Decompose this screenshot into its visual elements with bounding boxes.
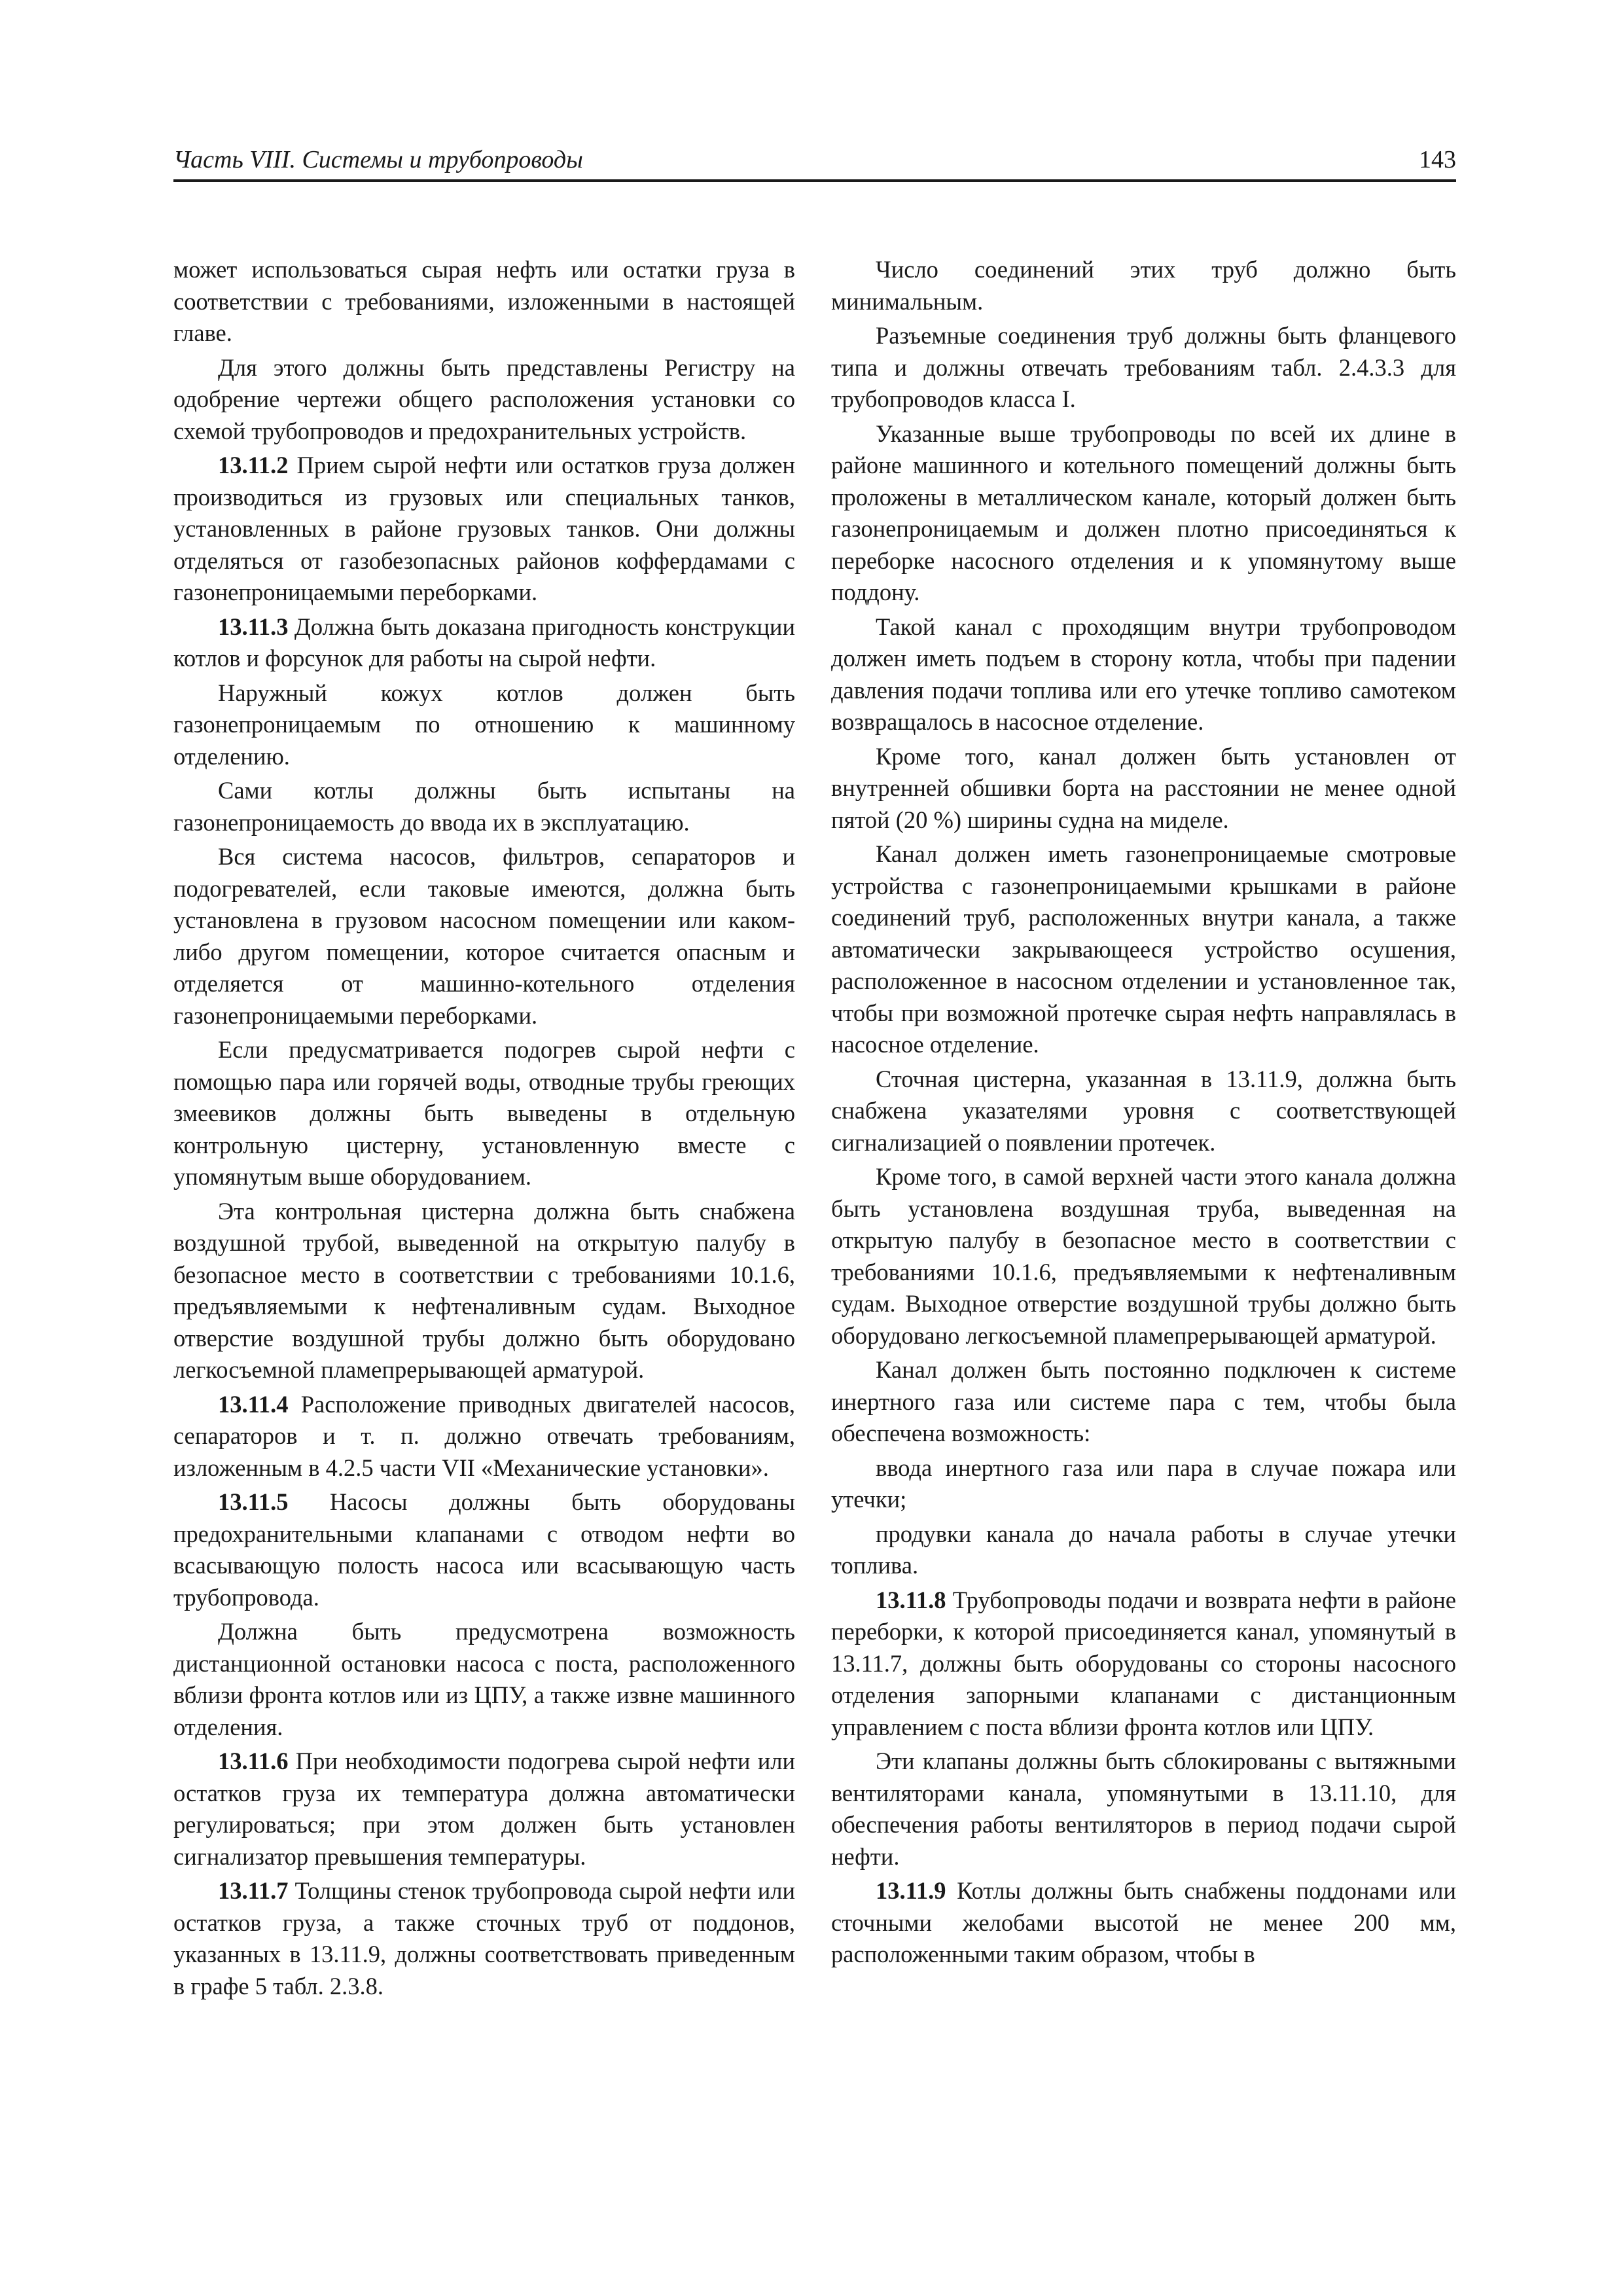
paragraph [831, 838, 1456, 1061]
paragraph [831, 1875, 1456, 1971]
paragraph-text: Такой канал с проходящим внутри трубопроводом должен иметь подъем в сторону котла, чтобы при падении давления подачи топлива или его утечке топливо самотеком возвращалось в насосное отделение. [831, 613, 1456, 735]
paragraph-text: ввода инертного газа или пара в случае пожара или утечки; [831, 1454, 1456, 1513]
paragraph [831, 741, 1456, 836]
paragraph [173, 1034, 795, 1193]
paragraph [173, 1389, 795, 1484]
paragraph-text: Расположение приводных двигателей насосов, сепараторов и т. п. должно отвечать требованиям, изложенным в 4.2.5 части VII «Механические установки». [173, 1390, 795, 1481]
paragraph-text: продувки канала до начала работы в случае утечки топлива. [831, 1520, 1456, 1579]
paragraph [831, 1354, 1456, 1450]
section-number: 13.11.4 [218, 1390, 289, 1418]
paragraph-text: Насосы должны быть оборудованы предохранительными клапанами с отводом нефти во всасывающую полость насоса или всасывающую часть трубопровода. [173, 1488, 795, 1611]
page-header [173, 139, 1456, 182]
paragraph [173, 450, 795, 609]
paragraph [831, 418, 1456, 609]
paragraph [173, 611, 795, 675]
paragraph-text: Эта контрольная цистерна должна быть снабжена воздушной трубой, выведенной на открытую палубу в безопасное место в соответствии с требованиями 10.1.6, предъявляемыми к нефтеналивным судам. Выходное отверстие воздушной трубы должно быть оборудовано легкосъемной пламепрерывающей арматурой. [173, 1197, 795, 1383]
section-number: 13.11.2 [218, 452, 289, 478]
paragraph [173, 254, 795, 350]
section-number: 13.11.8 [876, 1586, 946, 1613]
left-column [173, 254, 795, 2005]
paragraph-text: Прием сырой нефти или остатков груза должен производиться из грузовых или специальных танков, установленных в районе грузовых танков. Они должны отделяться от газобезопасных районов коффердамами с газонепроницаемыми переборками. [173, 452, 795, 605]
paragraph-text: Трубопроводы подачи и возврата нефти в районе переборки, к которой присоединяется канал, упомянутый в 13.11.7, должны быть оборудованы со стороны насосного отделения запорными клапанами с дистанционным управлением с поста вблизи фронта котлов или ЦПУ. [831, 1586, 1456, 1740]
paragraph [831, 1452, 1456, 1516]
paragraph [173, 841, 795, 1031]
paragraph-text: Должна быть доказана пригодность конструкции котлов и форсунок для работы на сырой нефти. [173, 613, 795, 672]
paragraph [173, 1616, 795, 1743]
paragraph [831, 320, 1456, 416]
paragraph-text: Указанные выше трубопроводы по всей их длине в районе машинного и котельного помещений должны быть проложены в металлическом канале, который должен быть газонепроницаемым и должен плотно присоединяться к переборке насосного отделения и к упомянутому выше поддону. [831, 420, 1456, 605]
paragraph-text: Вся система насосов, фильтров, сепараторов и подогревателей, если таковые имеются, должна быть установлена в грузовом насосном помещении или каком-либо другом помещении, которое считается опасным и отделяется от машинно-котельного отделения газонепроницаемыми переборками. [173, 843, 795, 1029]
section-number: 13.11.9 [876, 1877, 946, 1904]
paragraph [831, 254, 1456, 317]
page-number: 143 [1419, 146, 1456, 173]
paragraph [831, 1746, 1456, 1873]
paragraph-text: Наружный кожух котлов должен быть газонепроницаемым по отношению к машинному отделению. [173, 679, 795, 770]
paragraph-text: Кроме того, в самой верхней части этого канала должна быть установлена воздушная труба, выведенная на открытую палубу в безопасное место в соответствии с требованиями 10.1.6, предъявляемыми к нефтеналивным судам. Выходное отверстие воздушной трубы должно быть оборудовано легкосъемной пламепрерывающей арматурой. [831, 1163, 1456, 1349]
paragraph [173, 352, 795, 448]
section-number: 13.11.6 [218, 1748, 289, 1774]
paragraph [173, 1486, 795, 1613]
paragraph [173, 1875, 795, 2002]
paragraph-text: Сами котлы должны быть испытаны на газонепроницаемость до ввода их в эксплуатацию. [173, 777, 795, 836]
paragraph-text: Разъемные соединения труб должны быть фланцевого типа и должны отвечать требованиям табл. 2.4.3.3 для трубопроводов класса I. [831, 322, 1456, 412]
running-title: Часть VIII. Системы и трубопроводы [173, 146, 583, 173]
paragraph-text: Эти клапаны должны быть сблокированы с вытяжными вентиляторами канала, упомянутыми в 13.11.10, для обеспечения работы вентиляторов в период подачи сырой нефти. [831, 1748, 1456, 1870]
paragraph [831, 611, 1456, 738]
paragraph-text: Толщины стенок трубопровода сырой нефти или остатков груза, а также сточных труб от поддонов, указанных в 13.11.9, должны соответствовать приведенным в графе 5 табл. 2.3.8. [173, 1877, 795, 2000]
paragraph-text: Число соединений этих труб должно быть минимальным. [831, 256, 1456, 315]
paragraph-text: Кроме того, канал должен быть установлен от внутренней обшивки борта на расстоянии не менее одной пятой (20 %) ширины судна на миделе. [831, 742, 1456, 833]
paragraph-text: При необходимости подогрева сырой нефти или остатков груза их температура должна автоматически регулироваться; при этом должен быть установлен сигнализатор превышения температуры. [173, 1748, 795, 1870]
paragraph [173, 1196, 795, 1386]
paragraph-text: Сточная цистерна, указанная в 13.11.9, должна быть снабжена указателями уровня с соответствующей сигнализацией о появлении протечек. [831, 1065, 1456, 1156]
right-column [831, 254, 1456, 1973]
paragraph [173, 775, 795, 838]
paragraph-text: может использоваться сырая нефть или остатки груза в соответствии с требованиями, изложенными в настоящей главе. [173, 256, 795, 346]
paragraph [831, 1161, 1456, 1352]
paragraph [831, 1064, 1456, 1159]
paragraph-text: Котлы должны быть снабжены поддонами или сточными желобами высотой не менее 200 мм, расположенными таким образом, чтобы в [831, 1877, 1456, 1967]
paragraph-text: Для этого должны быть представлены Регистру на одобрение чертежи общего расположения установки со схемой трубопроводов и предохранительных устройств. [173, 353, 795, 444]
paragraph-text: Канал должен быть постоянно подключен к системе инертного газа или системе пара с тем, чтобы была обеспечена возможность: [831, 1356, 1456, 1446]
paragraph-text: Канал должен иметь газонепроницаемые смотровые устройства с газонепроницаемыми крышками в районе соединений труб, расположенных внутри канала, а также автоматически закрывающееся устройство осушения, расположенное в насосном отделении и установленное так, чтобы при возможной протечке сырая нефть направлялась в насосное отделение. [831, 840, 1456, 1058]
paragraph-text: Должна быть предусмотрена возможность дистанционной остановки насоса с поста, расположенного вблизи фронта котлов или из ЦПУ, а также извне машинного отделения. [173, 1618, 795, 1740]
section-number: 13.11.7 [218, 1877, 289, 1904]
section-number: 13.11.5 [218, 1488, 289, 1515]
section-number: 13.11.3 [218, 613, 289, 640]
paragraph [831, 1518, 1456, 1582]
paragraph [173, 1746, 795, 1873]
paragraph-text: Если предусматривается подогрев сырой нефти с помощью пара или горячей воды, отводные трубы греющих змеевиков должны быть выведены в отдельную контрольную цистерну, установленную вместе с упомянутым выше оборудованием. [173, 1036, 795, 1190]
paragraph [173, 677, 795, 773]
paragraph [831, 1585, 1456, 1744]
